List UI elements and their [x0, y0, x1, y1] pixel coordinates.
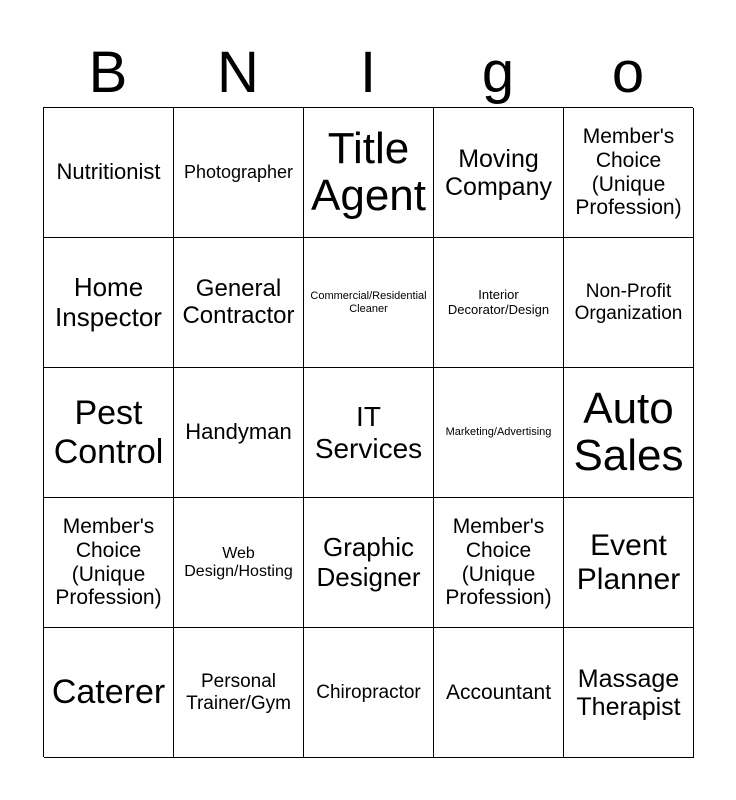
bingo-cell-r5c5[interactable]: Massage Therapist	[564, 628, 694, 758]
bingo-cell-r4c5[interactable]: Event Planner	[564, 498, 694, 628]
bingo-cell-r3c5[interactable]: Auto Sales	[564, 368, 694, 498]
bingo-cell-r1c3[interactable]: Title Agent	[304, 108, 434, 238]
bingo-cell-r4c3[interactable]: Graphic Designer	[304, 498, 434, 628]
bingo-cell-r4c2[interactable]: Web Design/Hosting	[174, 498, 304, 628]
bingo-cell-r1c2[interactable]: Photographer	[174, 108, 304, 238]
bingo-cell-r3c3[interactable]: IT Services	[304, 368, 434, 498]
bingo-cell-r3c4[interactable]: Marketing/Advertising	[434, 368, 564, 498]
bingo-cell-r3c1[interactable]: Pest Control	[44, 368, 174, 498]
bingo-cell-r2c4[interactable]: Interior Decorator/Design	[434, 238, 564, 368]
bingo-cell-r5c4[interactable]: Accountant	[434, 628, 564, 758]
bingo-cell-r1c5[interactable]: Member's Choice (Unique Profession)	[564, 108, 694, 238]
bingo-cell-r2c3[interactable]: Commercial/Residential Cleaner	[304, 238, 434, 368]
header-letter-b: B	[88, 40, 128, 105]
bingo-cell-r2c5[interactable]: Non-Profit Organization	[564, 238, 694, 368]
header-letter-n: N	[217, 40, 259, 105]
bingo-cell-r5c3[interactable]: Chiropractor	[304, 628, 434, 758]
bingo-cell-r5c1[interactable]: Caterer	[44, 628, 174, 758]
bingo-cell-r2c2[interactable]: General Contractor	[174, 238, 304, 368]
bingo-header	[43, 38, 693, 108]
bingo-cell-r5c2[interactable]: Personal Trainer/Gym	[174, 628, 304, 758]
bingo-board	[43, 107, 693, 757]
bingo-cell-r4c1[interactable]: Member's Choice (Unique Profession)	[44, 498, 174, 628]
bingo-cell-r1c4[interactable]: Moving Company	[434, 108, 564, 238]
header-letter-i: I	[359, 40, 377, 105]
header-letter-g: g	[481, 40, 515, 105]
header-letter-o: o	[611, 40, 645, 105]
bingo-cell-r4c4[interactable]: Member's Choice (Unique Profession)	[434, 498, 564, 628]
bingo-cell-r3c2[interactable]: Handyman	[174, 368, 304, 498]
bingo-cell-r1c1[interactable]: Nutritionist	[44, 108, 174, 238]
bingo-cell-r2c1[interactable]: Home Inspector	[44, 238, 174, 368]
